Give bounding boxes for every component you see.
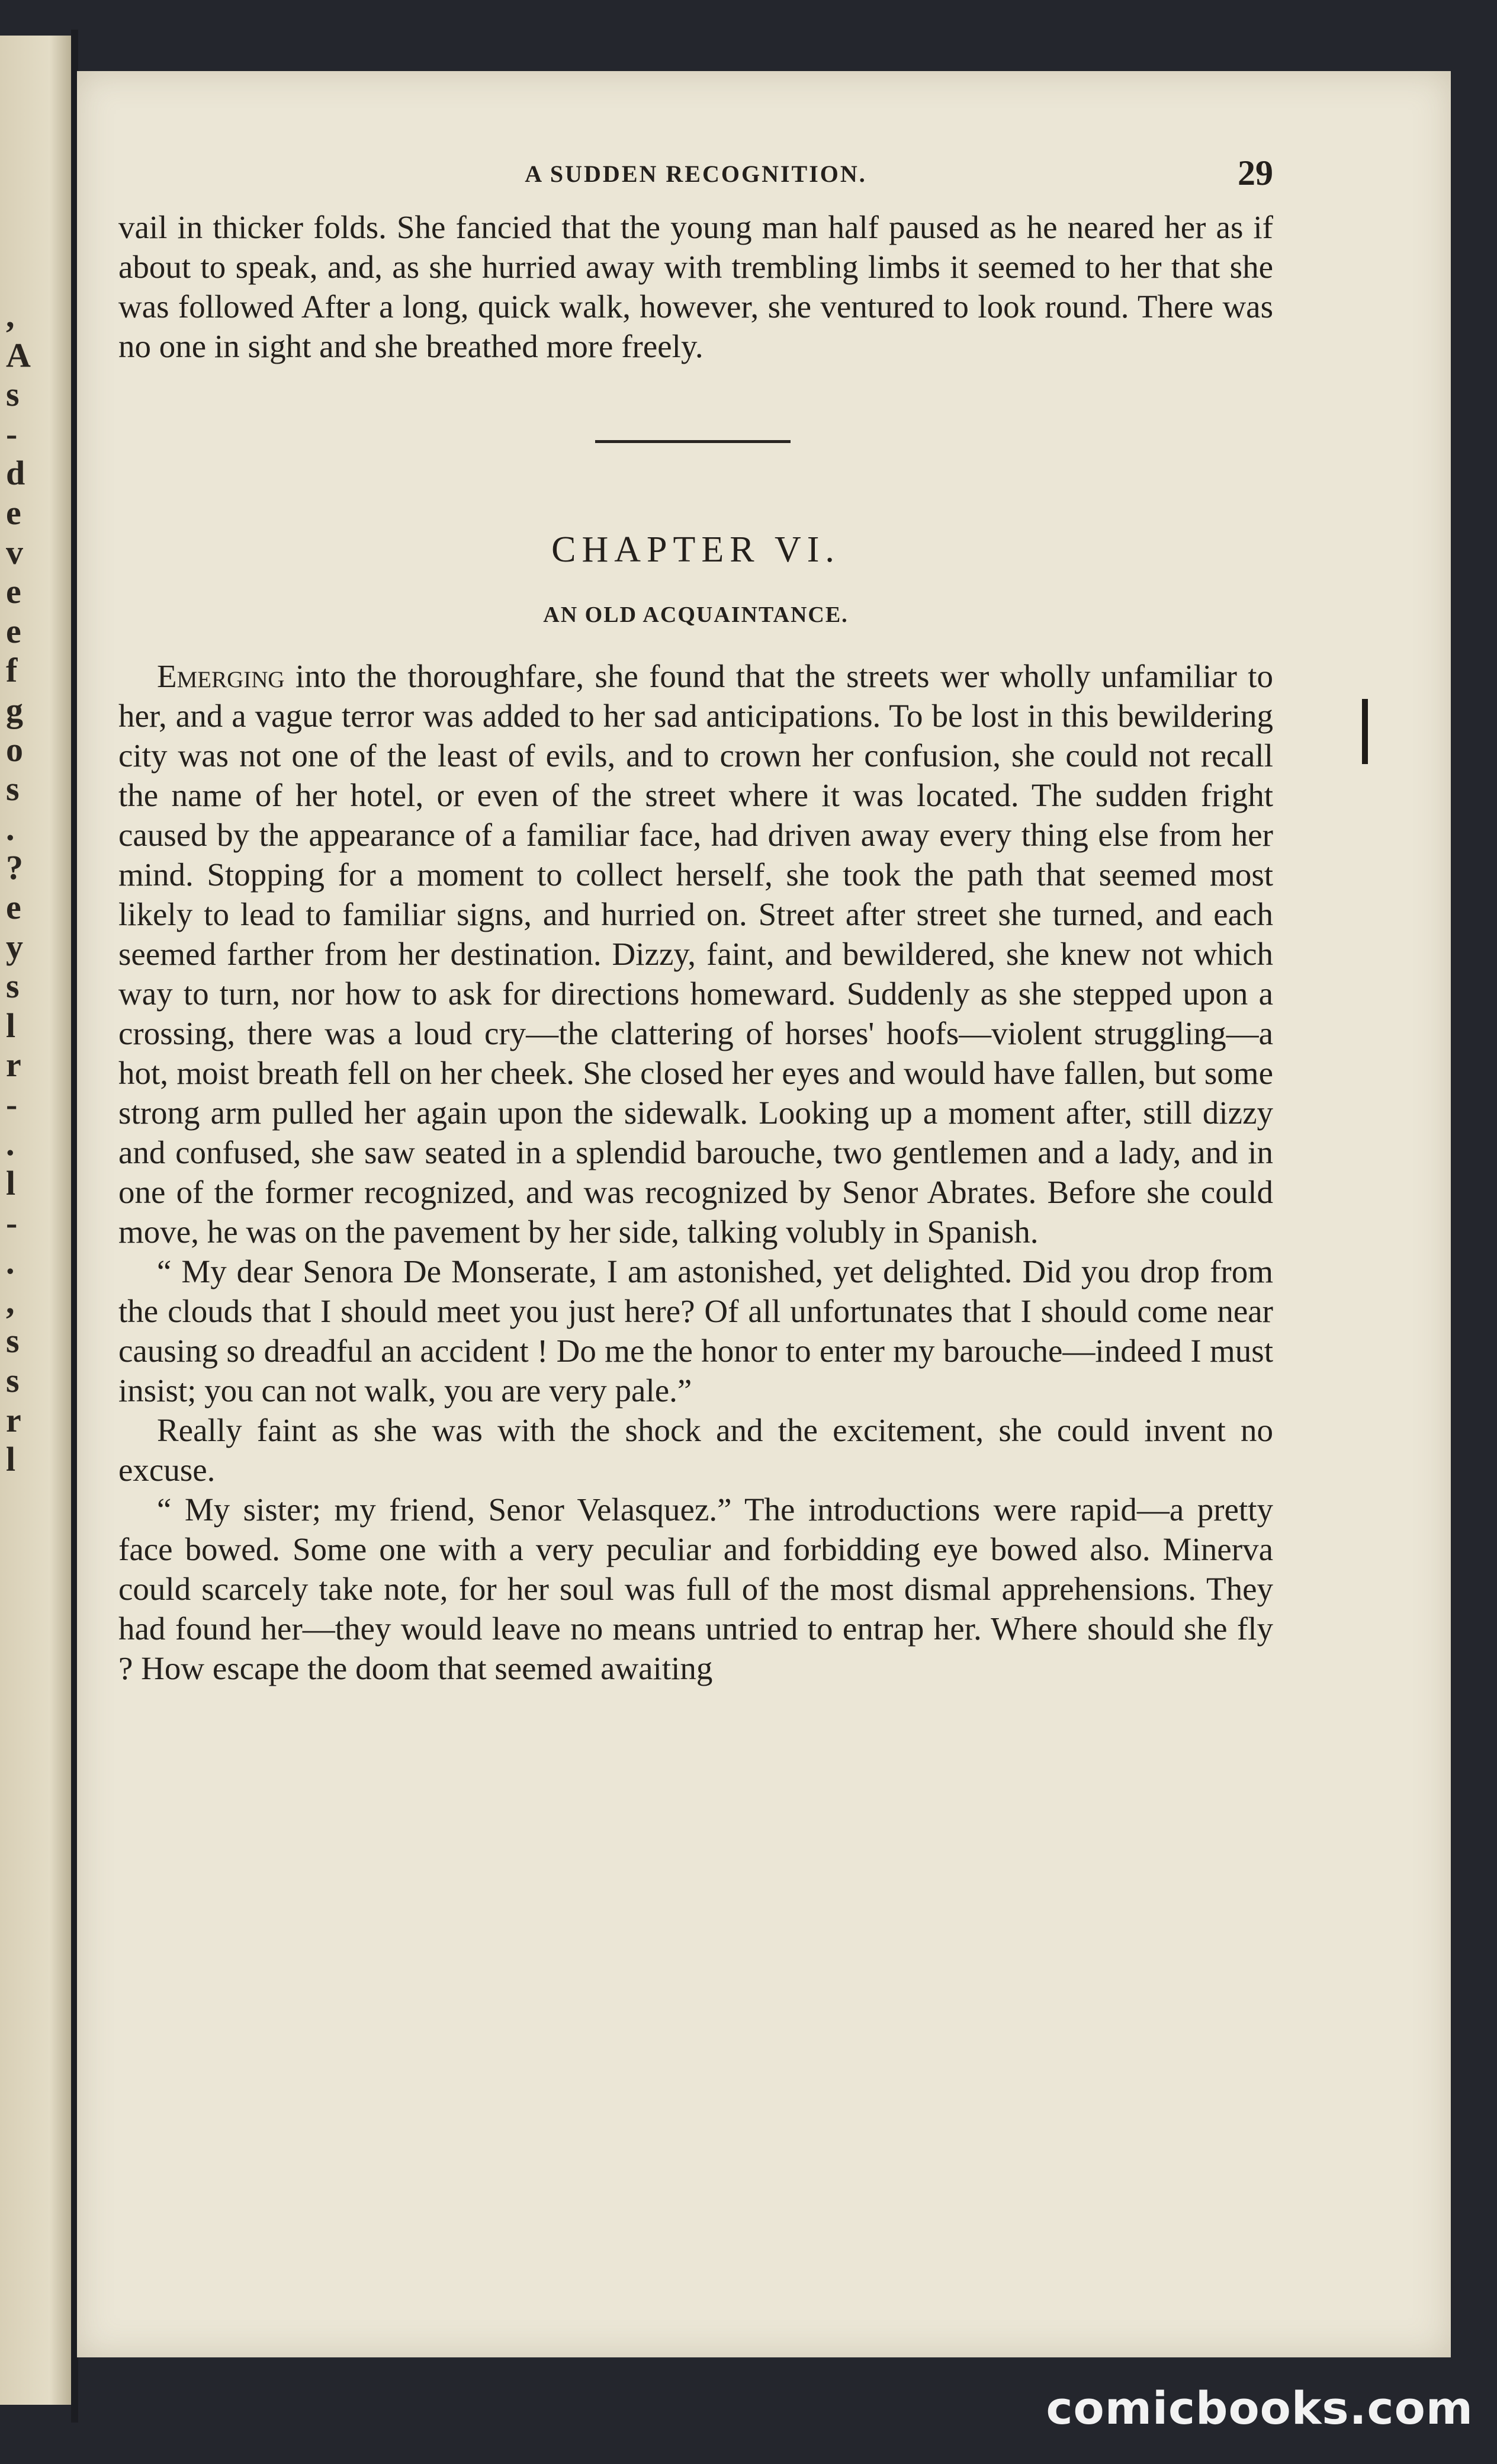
facing-page-fragment: e bbox=[6, 572, 21, 611]
facing-page-fragments bbox=[6, 296, 41, 1480]
facing-page-fragment: , bbox=[6, 1282, 15, 1321]
site-watermark: comicbooks.com bbox=[1046, 2382, 1473, 2434]
chapter-paragraph-1 bbox=[118, 656, 1273, 1252]
facing-page-fragment: s bbox=[6, 1361, 20, 1400]
facing-page-fragment: s bbox=[6, 375, 20, 414]
chapter-title: CHAPTER VI. bbox=[551, 530, 840, 570]
facing-page-fragment: y bbox=[6, 927, 23, 966]
facing-page-fragment: o bbox=[6, 730, 23, 769]
running-head bbox=[118, 153, 1273, 207]
facing-page-fragment: s bbox=[6, 967, 20, 1006]
facing-page-fragment: ? bbox=[6, 848, 23, 887]
facing-page-fragment: l bbox=[6, 1164, 16, 1203]
facing-page-fragment: A bbox=[6, 335, 31, 374]
facing-page-fragment: f bbox=[6, 651, 18, 690]
facing-page-fragment: - bbox=[6, 414, 18, 453]
section-divider bbox=[595, 440, 791, 443]
facing-page-fragment: s bbox=[6, 769, 20, 808]
facing-page-fragment: , bbox=[6, 296, 15, 335]
facing-page-fragment: e bbox=[6, 493, 21, 532]
page-body bbox=[118, 153, 1273, 1688]
chapter-paragraph-4: “ My sister; my friend, Senor Velasquez.” The introductions were rapid—a pretty face bowed. Some one with a very peculiar and forbidding eye bowed also. Minerva could scarcely take note, for her soul was full of the most dismal apprehensions. They had found her—they would leave no means untried to entrap her. Where should she fly ? How escape the doom that seemed awaiting bbox=[118, 1491, 1273, 1686]
book-page bbox=[77, 71, 1451, 2357]
facing-page-fragment: g bbox=[6, 690, 23, 729]
section-divider-area bbox=[118, 366, 1273, 514]
facing-page-fragment: . bbox=[6, 1124, 15, 1163]
facing-page-fragment: d bbox=[6, 454, 25, 493]
margin-mark bbox=[1362, 699, 1368, 764]
page-number: 29 bbox=[1238, 153, 1273, 192]
facing-page-fragment: e bbox=[6, 887, 21, 926]
facing-page-fragment: - bbox=[6, 1085, 18, 1124]
chapter-subtitle: AN OLD ACQUAINTANCE. bbox=[543, 602, 849, 627]
running-head-title: A SUDDEN RECOGNITION. bbox=[525, 161, 867, 187]
drop-lead-word: Emerging bbox=[157, 658, 285, 694]
chapter-paragraph-3: Really faint as she was with the shock and the excitement, she could invent no excuse. bbox=[118, 1412, 1273, 1488]
chapter-paragraph-2: “ My dear Senora De Monserate, I am astonished, yet delighted. Did you drop from the clouds that I should meet you just here? Of all unfortunates that I should come near causing so dreadful an accident ! Do me the honor to enter my barouche—indeed I must insist; you can not walk, you are very pale.” bbox=[118, 1253, 1273, 1409]
facing-page-fragment: r bbox=[6, 1400, 21, 1439]
facing-page-fragment: e bbox=[6, 611, 21, 650]
facing-page-fragment: . bbox=[6, 1243, 15, 1282]
facing-page-edge bbox=[0, 36, 71, 2405]
facing-page-fragment: . bbox=[6, 808, 15, 848]
facing-page-fragment: r bbox=[6, 1045, 21, 1085]
facing-page-fragment: s bbox=[6, 1321, 20, 1361]
opening-paragraph: vail in thicker folds. She fancied that the young man half paused as he neared her as if about to speak, and, as she hurried away with trembling limbs it seemed to her that she was followed After a long, quick walk, however, she ventured to look round. There was no one in sight and she breathed more freely. bbox=[118, 209, 1273, 364]
facing-page-fragment: v bbox=[6, 532, 23, 572]
facing-page-fragment: l bbox=[6, 1440, 16, 1479]
paragraph-text: into the thoroughfare, she found that the streets wer wholly unfamiliar to her, and a vague terror was added to her sad anticipations. To be lost in this bewildering city was not one of the least of evils, and to crown her confusion, she could not recall the name of her hotel, or even of the street where it was located. The sudden fright caused by the appearance of a familiar face, had driven away every thing else from her mind. Stopping for a moment to collect herself, she took the path that seemed most likely to lead to familiar signs, and hurried on. Street after street she turned, and each seemed farther from her destination. Dizzy, faint, and bewildered, she knew not which way to turn, nor how to ask for directions homeward. Suddenly as she stepped upon a crossing, there was a loud cry—the clattering of horses' hoofs—violent struggling—a hot, moist breath fell on her cheek. She closed her eyes and would have fallen, but some strong arm pulled her again upon the sidewalk. Looking up a moment after, still dizzy and confused, she saw seated in a splendid barouche, two gentlemen and a lady, and in one of the former recognized, and was recognized by Senor Abrates. Before she could move, he was on the pavement by her side, talking volubly in Spanish. bbox=[118, 658, 1273, 1250]
facing-page-fragment: - bbox=[6, 1203, 18, 1242]
facing-page-fragment: l bbox=[6, 1006, 16, 1045]
